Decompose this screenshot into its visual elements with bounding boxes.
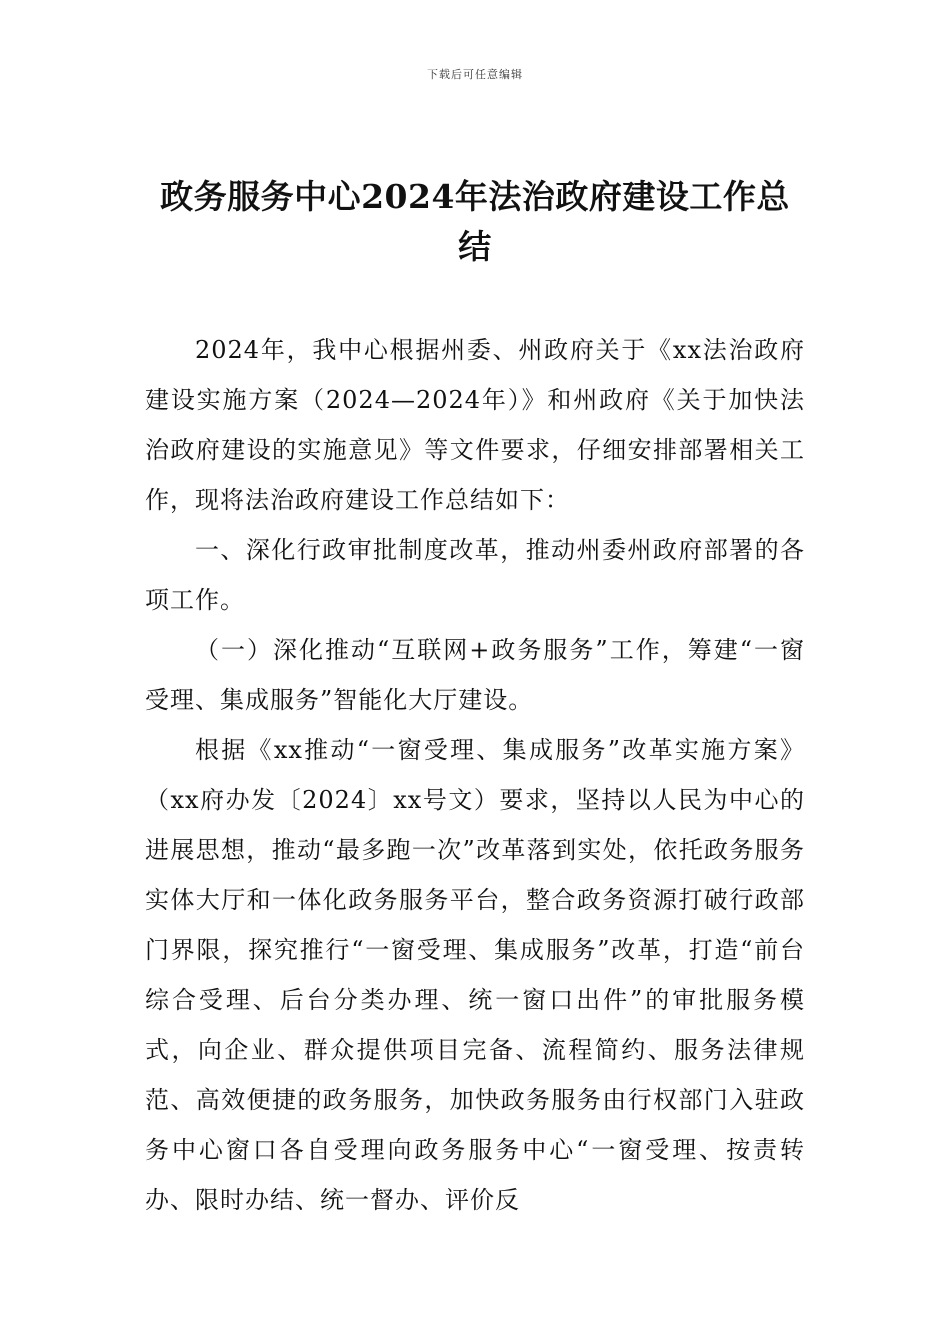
paragraph-subsection-1-body: 根据《xx推动“一窗受理、集成服务”改革实施方案》（xx府办发〔2024〕xx号文）要求，坚持以人民为中心的进展思想，推动“最多跑一次”改革落到实处，依托政务服务实体大厅和一体化政务服务平台，整合政务资源打破行政部门界限，探究推行“一窗受理、集成服务”改革，打造“前台综合受理、后台分类办理、统一窗口出件”的审批服务模式，向企业、群众提供项目完备、流程简约、服务法律规范、高效便捷的政务服务，加快政务服务由行权部门入驻政务中心窗口各自受理向政务服务中心“一窗受理、按责转办、限时办结、统一督办、评价反 — [145, 736, 805, 1214]
paragraph-intro: 2024年，我中心根据州委、州政府关于《xx法治政府建设实施方案（2024—2024年）》和州政府《关于加快法治政府建设的实施意见》等文件要求，仔细安排部署相关工作，现将法治政府建设工作总结如下： — [145, 336, 805, 514]
paragraph-subsection-1-heading: （一）深化推动“互联网+政务服务”工作，筹建“一窗受理、集成服务”智能化大厅建设。 — [145, 636, 805, 714]
paragraph-section-1-heading: 一、深化行政审批制度改革，推动州委州政府部署的各项工作。 — [145, 536, 805, 614]
document-body — [145, 325, 805, 1225]
document-title: 政务服务中心2024年法治政府建设工作总结 — [160, 177, 790, 266]
header-note: 下载后可任意编辑 — [427, 68, 523, 81]
